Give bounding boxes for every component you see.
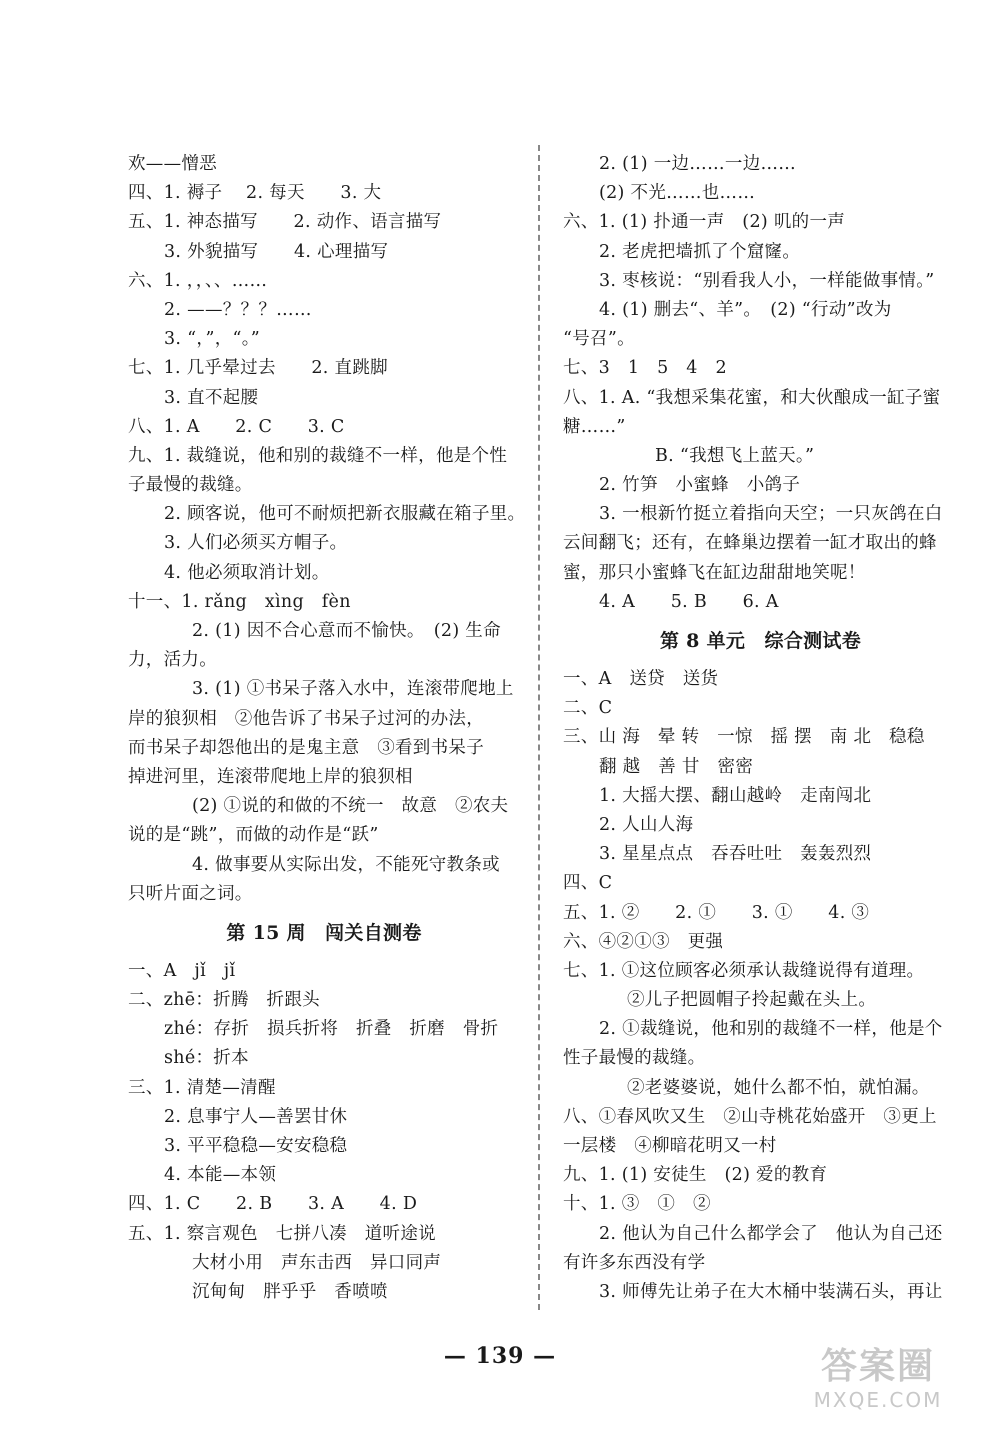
answer-line: 四、C — [563, 873, 613, 894]
answer-line: 2. 老虎把墙抓了个窟窿。 — [599, 241, 801, 262]
answer-line: 二、C — [563, 698, 613, 719]
answer-line: 只听片面之词。 — [128, 883, 253, 904]
answer-line: 五、1. 神态描写 2. 动作、语言描写 — [128, 212, 442, 233]
answer-line: 4. 做事要从实际出发，不能死守教条或 — [192, 854, 500, 875]
answer-line: 3. 枣核说：“别看我人小，一样能做事情。” — [599, 270, 935, 291]
answer-line: (2) 不光……也…… — [599, 183, 756, 204]
answer-line: 二、zhē：折腾 折跟头 — [128, 990, 320, 1011]
column-divider — [538, 145, 540, 1310]
section-heading: 第 8 单元 综合测试卷 — [659, 630, 862, 652]
answer-line: ②儿子把圆帽子拎起戴在头上。 — [627, 990, 877, 1011]
answer-line: 一层楼 ④柳暗花明又一村 — [563, 1136, 777, 1156]
answer-line: 2. 顾客说，他可不耐烦把新衣服藏在箱子里。 — [164, 504, 526, 525]
answer-line: 而书呆子却怨他出的是鬼主意 ③看到书呆子 — [128, 737, 484, 758]
answer-line: 八、①春风吹又生 ②山寺桃花始盛开 ③更上 — [563, 1106, 937, 1127]
answer-line: 4. A 5. B 6. A — [599, 591, 779, 612]
answer-line: 六、④②①③ 更强 — [563, 931, 724, 952]
answer-line: 九、1. 裁缝说，他和别的裁缝不一样，他是个性 — [128, 445, 508, 466]
answer-line: 3. 人们必须买方帽子。 — [164, 533, 348, 554]
answer-line: 力，活力。 — [128, 650, 217, 671]
answer-line: 有许多东西没有学 — [563, 1252, 706, 1273]
answer-line: 糖……” — [563, 416, 626, 437]
answer-line: shé：折本 — [164, 1048, 249, 1069]
answer-line: 3. 平平稳稳—安安稳稳 — [164, 1136, 348, 1156]
answer-line: 1. 大摇大摆、翻山越岭 走南闯北 — [599, 785, 872, 806]
answer-line: 七、1. 几乎晕过去 2. 直跳脚 — [128, 358, 388, 379]
answer-line: 2. ①裁缝说，他和别的裁缝不一样，他是个 — [599, 1019, 943, 1040]
answer-line: 蜜，那只小蜜蜂飞在缸边甜甜地笑呢！ — [563, 562, 866, 583]
answer-line: 六、1. ，，、、…… — [128, 270, 268, 291]
section-heading: 第 15 周 闯关自测卷 — [226, 921, 422, 944]
answer-line: 四、1. C 2. B 3. A 4. D — [128, 1194, 418, 1215]
answer-line: 三、山 海 晕 转 一惊 摇 摆 南 北 稳稳 — [563, 727, 925, 748]
answer-line: 欢——憎恶 — [128, 154, 217, 174]
answer-line: 三、1. 清楚—清醒 — [128, 1077, 276, 1098]
answer-line: 八、1. A 2. C 3. C — [128, 416, 345, 437]
answer-line: 说的是“跳”，而做的动作是“跃” — [128, 825, 379, 846]
answer-line: 掉进河里，连滚带爬地上岸的狼狈相 — [128, 766, 413, 787]
answer-line: 七、3 1 5 4 2 — [563, 358, 727, 379]
answer-line: 性子最慢的裁缝。 — [563, 1048, 706, 1069]
answer-line: 岸的狼狈相 ②他告诉了书呆子过河的办法， — [128, 708, 484, 729]
answer-line: 3. (1) ①书呆子落入水中，连滚带爬地上 — [192, 679, 514, 700]
answer-line: 云间翻飞；还有，在蜂巢边摆着一缸才取出的蜂 — [563, 533, 937, 554]
answer-line: 一、A jǐ jǐ — [128, 960, 236, 981]
answer-line: (2) ①说的和做的不统一 故意 ②农夫 — [192, 796, 509, 817]
answer-line: 七、1. ①这位顾客必须承认裁缝说得有道理。 — [563, 960, 925, 981]
answer-line: B. “我想飞上蓝天。” — [655, 445, 815, 466]
answer-line: 五、1. ② 2. ① 3. ① 4. ③ — [563, 902, 870, 923]
answer-line: ②老婆婆说，她什么都不怕，就怕漏。 — [627, 1077, 930, 1098]
answer-line: 3. 一根新竹挺立着指向天空；一只灰鸽在白 — [599, 504, 943, 525]
answer-line: 4. 他必须取消计划。 — [164, 562, 330, 583]
answer-line: 十、1. ③ ① ② — [563, 1194, 711, 1215]
answer-line: 四、1. 褥子 2. 每天 3. 大 — [128, 183, 382, 204]
answer-line: 2. 竹笋 小蜜蜂 小鸽子 — [599, 475, 801, 496]
answer-line: 4. (1) 删去“、羊”。 (2) “行动”改为 — [599, 299, 892, 320]
page-number: — 139 — — [443, 1343, 557, 1369]
answer-line: 沉甸甸 胖乎乎 香喷喷 — [192, 1281, 388, 1302]
answer-line: 子最慢的裁缝。 — [128, 475, 253, 496]
answer-line: 一、A 送贷 送货 — [563, 669, 719, 689]
answer-line: 4. 本能—本领 — [164, 1165, 277, 1186]
answer-line: 2. 人山人海 — [599, 814, 694, 835]
answer-line: “号召”。 — [563, 329, 635, 350]
answer-line: 八、1. A. “我想采集花蜜，和大伙酿成一缸子蜜 — [563, 387, 941, 408]
answer-line: 3. 外貌描写 4. 心理描写 — [164, 241, 389, 262]
answer-line: 2. (1) 因不合心意而不愉快。 (2) 生命 — [192, 621, 501, 641]
answer-line: 3. 直不起腰 — [164, 387, 259, 408]
watermark-url: MXQE.COM — [813, 1388, 943, 1412]
answer-line: 2. ——？？？…… — [164, 299, 312, 320]
answer-line: 九、1. (1) 安徒生 (2) 爱的教育 — [563, 1165, 828, 1186]
answer-line: 2. (1) 一边……一边…… — [599, 154, 797, 174]
watermark-logo — [778, 1346, 978, 1416]
answer-line: 2. 他认为自己什么都学会了 他认为自己还 — [599, 1223, 943, 1244]
answer-line: 3. 星星点点 吞吞吐吐 轰轰烈烈 — [599, 844, 872, 865]
answer-line: 六、1. (1) 扑通一声 (2) 叽的一声 — [563, 212, 846, 233]
answer-line: 大材小用 声东击西 异口同声 — [192, 1252, 442, 1273]
answer-line: 十一、1. rǎng xìng fèn — [128, 591, 351, 612]
answer-line: 翻 越 善 甘 密密 — [599, 756, 754, 777]
answer-line: zhé：存折 损兵折将 折叠 折磨 骨折 — [164, 1019, 499, 1040]
left-column — [128, 150, 526, 1307]
answer-line: 2. 息事宁人—善罢甘休 — [164, 1106, 348, 1127]
answer-line: 3. 师傅先让弟子在大木桶中装满石头，再让 — [599, 1281, 943, 1302]
answer-line: 3. “，”，“。” — [164, 329, 261, 350]
answer-line: 五、1. 察言观色 七拼八凑 道听途说 — [128, 1223, 436, 1244]
watermark-title: 答案圈 — [820, 1346, 935, 1387]
right-column — [563, 150, 958, 1307]
